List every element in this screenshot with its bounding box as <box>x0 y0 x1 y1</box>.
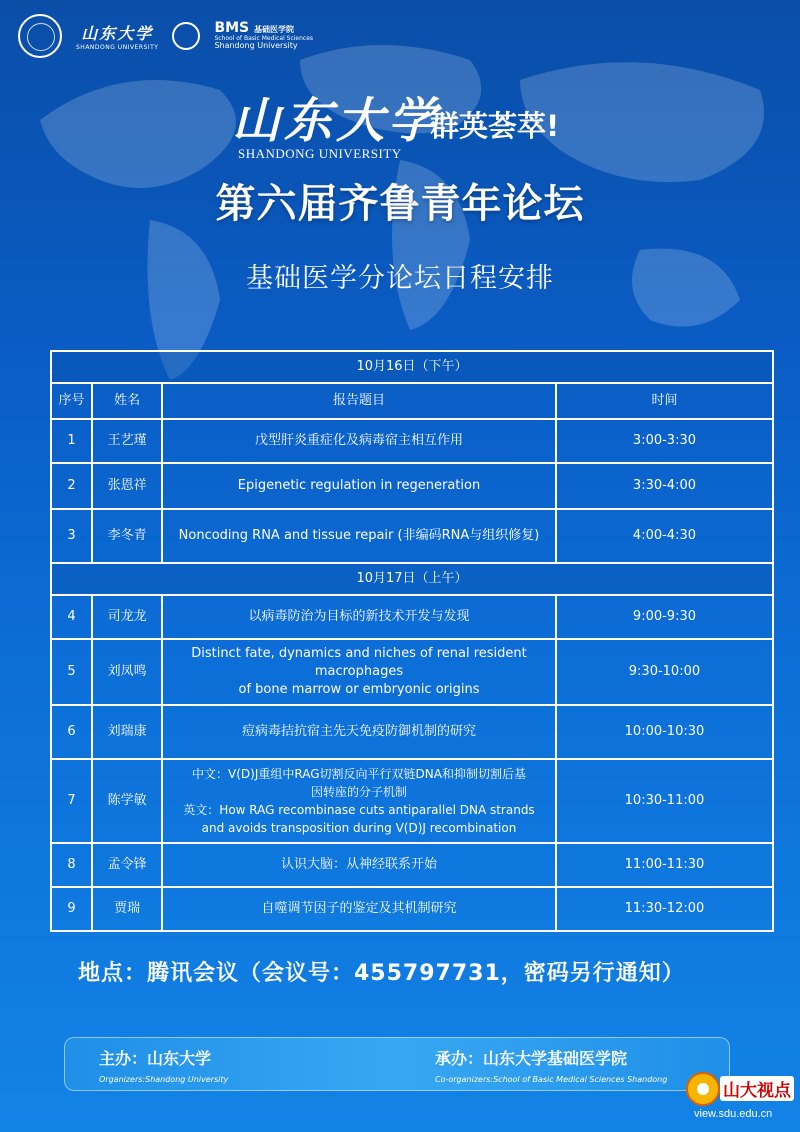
bms-logo-en2: Shandong University <box>214 41 298 51</box>
topic-line: 以病毒防治为目标的新技术开发与发现 <box>248 609 470 624</box>
host-en: Organizers:Shandong University <box>99 1075 229 1084</box>
topic-line: Noncoding RNA and tissue repair (非编码RNA与组织修复) <box>178 528 540 543</box>
row-topic <box>162 639 556 705</box>
date-row <box>51 351 773 383</box>
row-time: 3:00-3:30 <box>556 419 773 463</box>
brand-english: SHANDONG UNIVERSITY <box>238 146 402 161</box>
row-topic <box>162 887 556 931</box>
row-time: 10:30-11:00 <box>556 759 773 843</box>
table-row <box>51 419 773 463</box>
row-time: 4:00-4:30 <box>556 509 773 563</box>
host-organizer <box>99 1046 228 1084</box>
row-no: 6 <box>51 705 92 759</box>
row-no: 7 <box>51 759 92 843</box>
row-topic <box>162 463 556 509</box>
topic-line: 戊型肝炎重症化及病毒宿主相互作用 <box>254 433 463 448</box>
brand-banner <box>232 82 632 162</box>
bms-logo-en1: School of Basic Medical Sciences <box>214 35 314 42</box>
row-no: 1 <box>51 419 92 463</box>
page-subtitle: 基础医学分论坛日程安排 <box>246 263 554 294</box>
row-time: 11:00-11:30 <box>556 843 773 887</box>
header-logos <box>18 14 313 58</box>
topic-line: Distinct fate, dynamics and niches of renal resident <box>191 646 527 661</box>
table-row <box>51 759 773 843</box>
watermark-url: view.sdu.edu.cn <box>694 1108 773 1120</box>
date-heading: 10月16日（下午） <box>51 351 773 383</box>
row-name: 张恩祥 <box>92 463 162 509</box>
table-row <box>51 463 773 509</box>
row-topic <box>162 509 556 563</box>
topic-line: 中文：V(D)J重组中RAG切割反向平行双链DNA和抑制切割后基 <box>192 767 526 781</box>
row-time: 9:00-9:30 <box>556 595 773 639</box>
row-no: 9 <box>51 887 92 931</box>
venue-info: 地点：腾讯会议（会议号：455797731，密码另行通知） <box>78 961 685 986</box>
brand-calligraphy: 山东大学 <box>232 93 441 149</box>
row-name: 司龙龙 <box>92 595 162 639</box>
row-no: 4 <box>51 595 92 639</box>
topic-line: 自噬调节因子的鉴定及其机制研究 <box>261 901 457 916</box>
row-topic <box>162 705 556 759</box>
bms-logo-cn: 基础医学院 <box>254 25 294 35</box>
table-row <box>51 887 773 931</box>
topic-line: 认识大脑：从神经联系开始 <box>280 857 437 872</box>
table-row <box>51 705 773 759</box>
row-time: 10:00-10:30 <box>556 705 773 759</box>
row-name: 刘瑞康 <box>92 705 162 759</box>
table-row <box>51 843 773 887</box>
topic-line: macrophages <box>314 664 404 679</box>
row-topic <box>162 843 556 887</box>
row-name: 李冬青 <box>92 509 162 563</box>
page-title: 第六届齐鲁青年论坛 <box>215 180 585 227</box>
row-no: 3 <box>51 509 92 563</box>
co-organizer <box>435 1046 667 1084</box>
row-name: 刘凤鸣 <box>92 639 162 705</box>
topic-line: and avoids transposition during V(D)J recombination <box>201 821 517 835</box>
co-en: Co-organizers:School of Basic Medical Sciences Shandong <box>435 1075 668 1084</box>
watermark-name: 山大视点 <box>720 1076 794 1101</box>
row-topic <box>162 595 556 639</box>
bms-logo-abbr: BMS <box>214 20 250 37</box>
schedule-table <box>50 350 774 932</box>
row-topic <box>162 759 556 843</box>
date-row <box>51 563 773 595</box>
co-label: 承办：山东大学基础医学院 <box>435 1049 628 1068</box>
header-no: 序号 <box>51 383 92 419</box>
row-name: 陈学敏 <box>92 759 162 843</box>
bms-logo <box>214 21 313 50</box>
sdu-logo-en: SHANDONG UNIVERSITY <box>76 44 159 51</box>
header-name: 姓名 <box>92 383 162 419</box>
bms-seal-icon <box>172 22 200 50</box>
topic-line: 痘病毒拮抗宿主先天免疫防御机制的研究 <box>241 724 476 739</box>
header-topic: 报告题目 <box>162 383 556 419</box>
row-no: 8 <box>51 843 92 887</box>
university-seal-icon <box>18 14 62 58</box>
sdu-logo <box>76 21 158 51</box>
row-name: 孟令锋 <box>92 843 162 887</box>
watermark <box>686 1072 796 1128</box>
topic-line: of bone marrow or embryonic origins <box>238 682 480 697</box>
table-header-row <box>51 383 773 419</box>
sdu-logo-cn: 山东大学 <box>81 24 154 43</box>
organizers-box <box>64 1037 730 1091</box>
row-topic <box>162 419 556 463</box>
row-no: 2 <box>51 463 92 509</box>
date-heading: 10月17日（上午） <box>51 563 773 595</box>
topic-line: 英文：How RAG recombinase cuts antiparallel DNA strands <box>183 803 535 817</box>
topic-line: 因转座的分子机制 <box>310 785 407 799</box>
table-row <box>51 595 773 639</box>
topic-line: Epigenetic regulation in regeneration <box>237 478 481 493</box>
table-row <box>51 509 773 563</box>
row-name: 王艺瑾 <box>92 419 162 463</box>
brand-slogan: 群英荟萃! <box>430 109 560 143</box>
row-no: 5 <box>51 639 92 705</box>
table-row <box>51 639 773 705</box>
row-time: 9:30-10:00 <box>556 639 773 705</box>
row-time: 11:30-12:00 <box>556 887 773 931</box>
row-name: 贾瑞 <box>92 887 162 931</box>
host-label: 主办：山东大学 <box>99 1049 212 1068</box>
eye-logo-icon <box>686 1072 720 1106</box>
header-time: 时间 <box>556 383 773 419</box>
row-time: 3:30-4:00 <box>556 463 773 509</box>
